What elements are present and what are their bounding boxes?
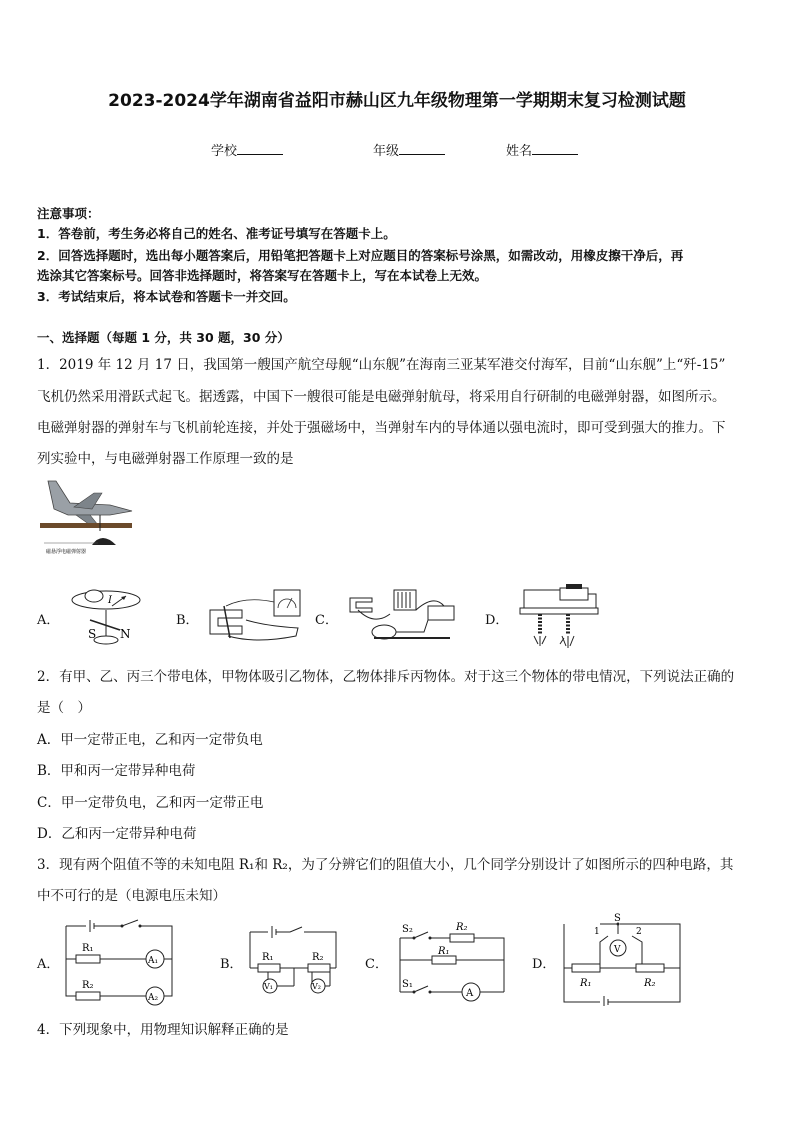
- q3-option-b[interactable]: B．: [220, 957, 243, 972]
- name-label: 姓名: [506, 144, 533, 159]
- r2-label: R₂: [644, 978, 656, 989]
- notice-item: 1．答卷前，考生务必将自己的姓名、准考证号填写在答题卡上。: [37, 226, 396, 241]
- school-field: [211, 140, 283, 159]
- notice-heading: 注意事项：: [37, 206, 100, 221]
- terminal-2-label: 2: [636, 927, 642, 937]
- r1-label: R₁: [82, 943, 94, 954]
- q3-circuit-d: [556, 912, 688, 1006]
- current-label: I: [108, 595, 112, 606]
- q1-text: 列实验中，与电磁弹射器工作原理一致的是: [37, 451, 294, 467]
- school-blank[interactable]: [237, 142, 283, 155]
- r1-label: R₁: [262, 952, 274, 963]
- r2-label: R₂: [82, 980, 94, 991]
- v1-label: V₁: [264, 982, 273, 991]
- notice-item: 选涂其它答案标号。回答非选择题时，将答案写在答题卡上，写在本试卷上无效。: [37, 268, 488, 283]
- grade-field: [373, 140, 445, 159]
- q3-option-d[interactable]: D．: [532, 957, 556, 972]
- q3-circuit-c: [392, 912, 510, 1004]
- q2-option-a[interactable]: A．甲一定带正电，乙和丙一定带负电: [37, 732, 263, 748]
- q1-text: 飞机仍然采用滑跃式起飞。据透露，中国下一艘很可能是电磁弹射航母，将采用自行研制的电磁弹射器，如图所示。: [37, 389, 726, 405]
- section-heading: 一、选择题（每题 1 分，共 30 题，30 分）: [37, 330, 290, 345]
- grade-label: 年级: [373, 144, 400, 159]
- figure-caption: 磁悬浮电磁弹射器: [46, 549, 87, 555]
- q3-option-a[interactable]: A．: [37, 957, 60, 972]
- q3-circuit-a: [60, 914, 180, 1006]
- q2-option-d[interactable]: D．乙和丙一定带异种电荷: [37, 826, 197, 842]
- q4-text: 4．下列现象中，用物理知识解释正确的是: [37, 1022, 289, 1038]
- s2-label: S₂: [402, 924, 413, 935]
- q1-option-b-figure: [206, 586, 304, 646]
- terminal-1-label: 1: [594, 927, 600, 937]
- q3-circuit-b: [246, 918, 342, 998]
- q1-option-b[interactable]: B．: [176, 613, 199, 628]
- q3-option-c[interactable]: C．: [365, 957, 388, 972]
- a1-label: A₁: [148, 956, 159, 966]
- a2-label: A₂: [148, 993, 159, 1003]
- q1-option-c-figure: [344, 586, 460, 646]
- q1-option-a-figure: [66, 586, 148, 646]
- notice-item: 3．考试结束后，将本试卷和答题卡一并交回。: [37, 289, 296, 304]
- q2-text: 是（ ）: [37, 700, 91, 716]
- r1-label: R₁: [438, 946, 450, 957]
- r2-label: R₂: [456, 922, 468, 933]
- r1-label: R₁: [580, 978, 592, 989]
- name-blank[interactable]: [532, 142, 578, 155]
- q1-catapult-figure: [40, 473, 140, 559]
- q2-option-b[interactable]: B．甲和丙一定带异种电荷: [37, 763, 196, 779]
- q1-option-c[interactable]: C．: [315, 613, 338, 628]
- grade-blank[interactable]: [399, 142, 445, 155]
- north-pole-label: N: [120, 627, 131, 641]
- v2-label: V₂: [312, 982, 321, 991]
- name-field: [506, 140, 578, 159]
- q1-text: 1．2019 年 12 月 17 日，我国第一艘国产航空母舰“山东舰”在海南三亚某军港交付海军，目前“山东舰”上“歼-15”: [37, 357, 726, 373]
- q3-text: 3．现有两个阻值不等的未知电阻 R₁和 R₂，为了分辨它们的阻值大小，几个同学分别设计了如图所示的四种电路，其: [37, 857, 734, 873]
- ammeter-label: A: [466, 988, 474, 999]
- s1-label: S₁: [402, 979, 413, 990]
- notice-item: 2．回答选择题时，选出每小题答案后，用铅笔把答题卡上对应题目的答案标号涂黑，如需改动，用橡皮擦干净后，再: [37, 248, 684, 263]
- r2-label: R₂: [312, 952, 324, 963]
- q2-text: 2．有甲、乙、丙三个带电体，甲物体吸引乙物体，乙物体排斥丙物体。对于这三个物体的带电情况，下列说法正确的: [37, 669, 735, 685]
- switch-label: S: [614, 913, 621, 924]
- voltmeter-label: V: [614, 945, 621, 955]
- q1-option-a[interactable]: A．: [37, 613, 60, 628]
- q3-text: 中不可行的是（电源电压未知）: [37, 888, 226, 904]
- q2-option-c[interactable]: C．甲一定带负电，乙和丙一定带正电: [37, 795, 264, 811]
- q1-option-d-figure: [516, 582, 602, 650]
- q1-option-d[interactable]: D．: [485, 613, 509, 628]
- school-label: 学校: [211, 144, 238, 159]
- south-pole-label: S: [88, 627, 97, 641]
- exam-title: 2023-2024学年湖南省益阳市赫山区九年级物理第一学期期末复习检测试题: [108, 91, 686, 111]
- q1-text: 电磁弹射器的弹射车与飞机前轮连接，并处于强磁场中，当弹射车内的导体通以强电流时，即可受到强大的推力。下: [37, 420, 726, 436]
